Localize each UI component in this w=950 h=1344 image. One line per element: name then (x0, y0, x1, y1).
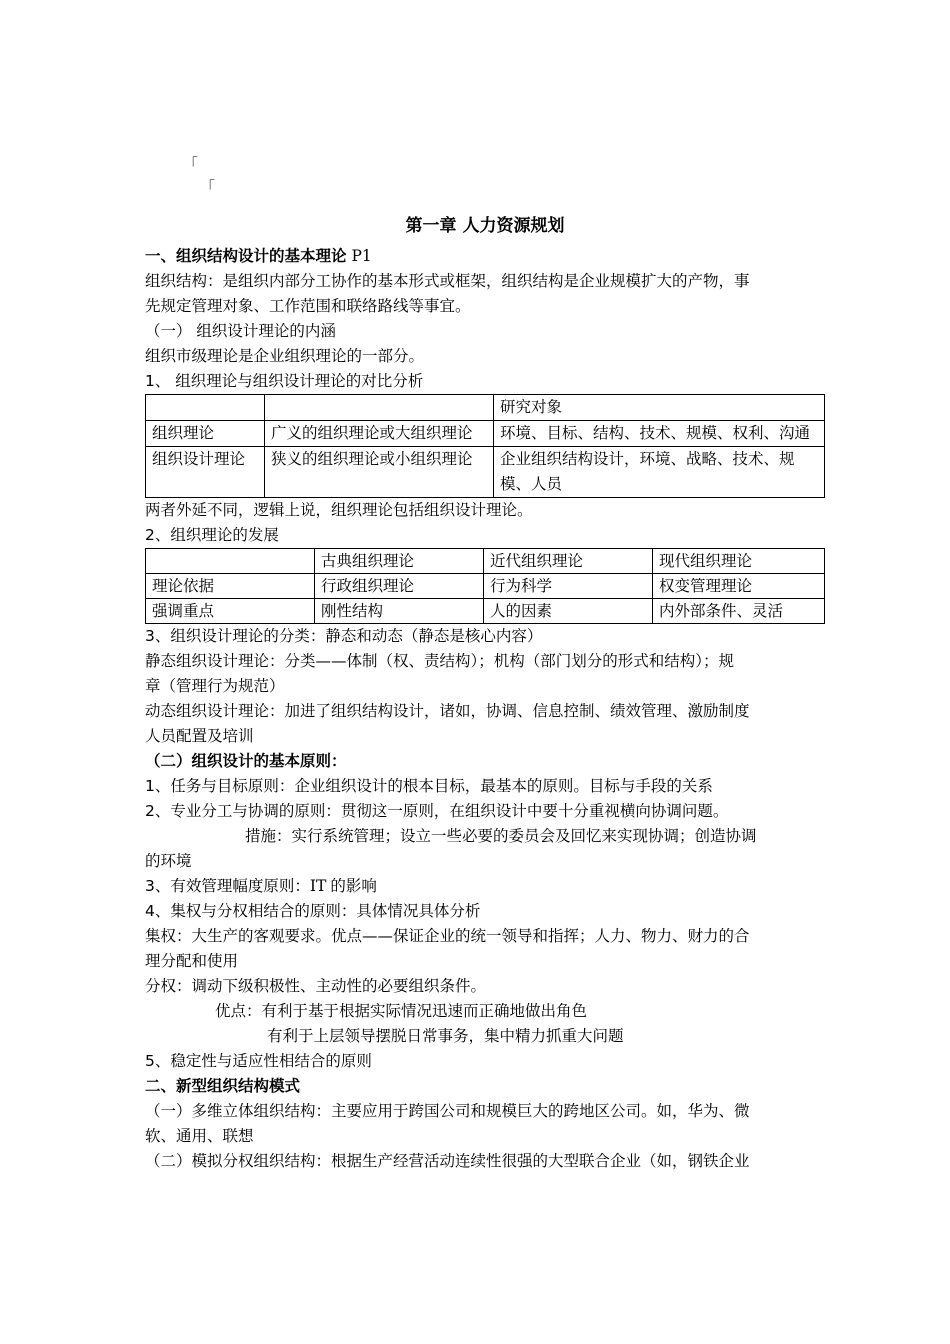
table-cell: 行政组织理论 (315, 574, 484, 599)
static-theory-line-2: 章（管理行为规范） (145, 677, 285, 695)
subsection-1: （一） 组织设计理论的内涵 (145, 322, 336, 340)
table-cell (265, 395, 494, 421)
table-cell: 行为科学 (484, 574, 653, 599)
principle-2-measures-cont: 的环境 (145, 852, 192, 870)
comparison-table (145, 394, 825, 498)
table-cell: 权变管理理论 (653, 574, 825, 599)
principle-2-measures: 措施：实行系统管理；设立一些必要的委员会及回忆来实现协调；创造协调 (245, 827, 757, 845)
table-cell: 研究对象 (494, 395, 825, 421)
section-heading-1-text: 一、组织结构设计的基本理论 (145, 247, 347, 265)
principle-3-it: IT (309, 877, 327, 895)
principle-2: 2、专业分工与协调的原则：贯彻这一原则，在组织设计中要十分重视横向协调问题。 (145, 802, 729, 820)
table-cell (146, 395, 265, 421)
corner-mark-1: 「 (183, 155, 199, 173)
table-row (146, 447, 825, 498)
table-cell: 狭义的组织理论或小组织理论 (265, 447, 494, 498)
advantage-1: 优点：有利于基于根据实际情况迅速而正确地做出角色 (215, 1002, 588, 1020)
paragraph-2: 两者外延不同，逻辑上说，组织理论包括组织设计理论。 (145, 501, 533, 519)
chapter-title: 第一章 人力资源规划 (405, 216, 565, 236)
centralization-line-2: 理分配和使用 (145, 952, 239, 970)
table-cell: 广义的组织理论或大组织理论 (265, 421, 494, 447)
table-cell: 古典组织理论 (315, 549, 484, 574)
subsection-2: （二）组织设计的基本原则： (145, 752, 347, 770)
paragraph-1: 组织市级理论是企业组织理论的一部分。 (145, 347, 425, 365)
table-cell: 刚性结构 (315, 599, 484, 624)
model-2-line-1: （二）模拟分权组织结构：根据生产经营活动连续性很强的大型联合企业（如，钢铁企业 (145, 1152, 750, 1170)
principle-5: 5、稳定性与适应性相结合的原则 (145, 1052, 372, 1070)
corner-mark-2: 「 (200, 178, 216, 196)
table-row (146, 599, 825, 624)
centralization-line-1: 集权：大生产的客观要求。优点——保证企业的统一领导和指挥；人力、物力、财力的合 (145, 927, 750, 945)
dynamic-theory-line-1: 动态组织设计理论：加进了组织结构设计，诸如，协调、信息控制、绩效管理、激励制度 (145, 702, 750, 720)
table-cell: 人的因素 (484, 599, 653, 624)
list-item-1: 1、 组织理论与组织设计理论的对比分析 (145, 372, 424, 390)
table-row (146, 574, 825, 599)
table-cell: 近代组织理论 (484, 549, 653, 574)
principle-4: 4、集权与分权相结合的原则：具体情况具体分析 (145, 902, 481, 920)
principle-1: 1、任务与目标原则：企业组织设计的根本目标，最基本的原则。目标与手段的关系 (145, 777, 713, 795)
table-cell (146, 549, 315, 574)
model-1-line-1: （一）多维立体组织结构：主要应用于跨国公司和规模巨大的跨地区公司。如，华为、微 (145, 1102, 750, 1120)
table-header-row (146, 549, 825, 574)
table-cell: 组织设计理论 (146, 447, 265, 498)
static-theory-line-1: 静态组织设计理论：分类——体制（权、责结构）；机构（部门划分的形式和结构）；规 (145, 652, 735, 670)
list-item-3: 3、组织设计理论的分类：静态和动态（静态是核心内容） (145, 627, 543, 645)
table-cell: 环境、目标、结构、技术、规模、权利、沟通 (494, 421, 825, 447)
table-cell: 强调重点 (146, 599, 315, 624)
decentralization: 分权：调动下级积极性、主动性的必要组织条件。 (145, 977, 487, 995)
table-cell: 内外部条件、灵活 (653, 599, 825, 624)
table-row (146, 421, 825, 447)
table-cell: 组织理论 (146, 421, 265, 447)
development-table (145, 548, 825, 624)
principle-3 (145, 874, 825, 899)
section-heading-2: 二、新型组织结构模式 (145, 1077, 301, 1095)
page-reference: P1 (351, 247, 372, 265)
section-heading-1 (145, 244, 825, 269)
table-cell: 现代组织理论 (653, 549, 825, 574)
definition-line-2: 先规定管理对象、工作范围和联络路线等事宜。 (145, 297, 471, 315)
model-1-line-2: 软、通用、联想 (145, 1127, 254, 1145)
table-header-row (146, 395, 825, 421)
list-item-2: 2、组织理论的发展 (145, 526, 279, 544)
principle-3-tail: 的影响 (330, 877, 377, 895)
definition-line-1: 组织结构：是组织内部分工协作的基本形式或框架，组织结构是企业规模扩大的产物，事 (145, 272, 750, 290)
document-body (145, 212, 825, 1174)
dynamic-theory-line-2: 人员配置及培训 (145, 727, 254, 745)
principle-3-text: 3、有效管理幅度原则： (145, 877, 310, 895)
table-cell: 企业组织结构设计，环境、战略、技术、规模、人员 (494, 447, 825, 498)
table-cell: 理论依据 (146, 574, 315, 599)
advantage-2: 有利于上层领导摆脱日常事务，集中精力抓重大问题 (267, 1027, 624, 1045)
